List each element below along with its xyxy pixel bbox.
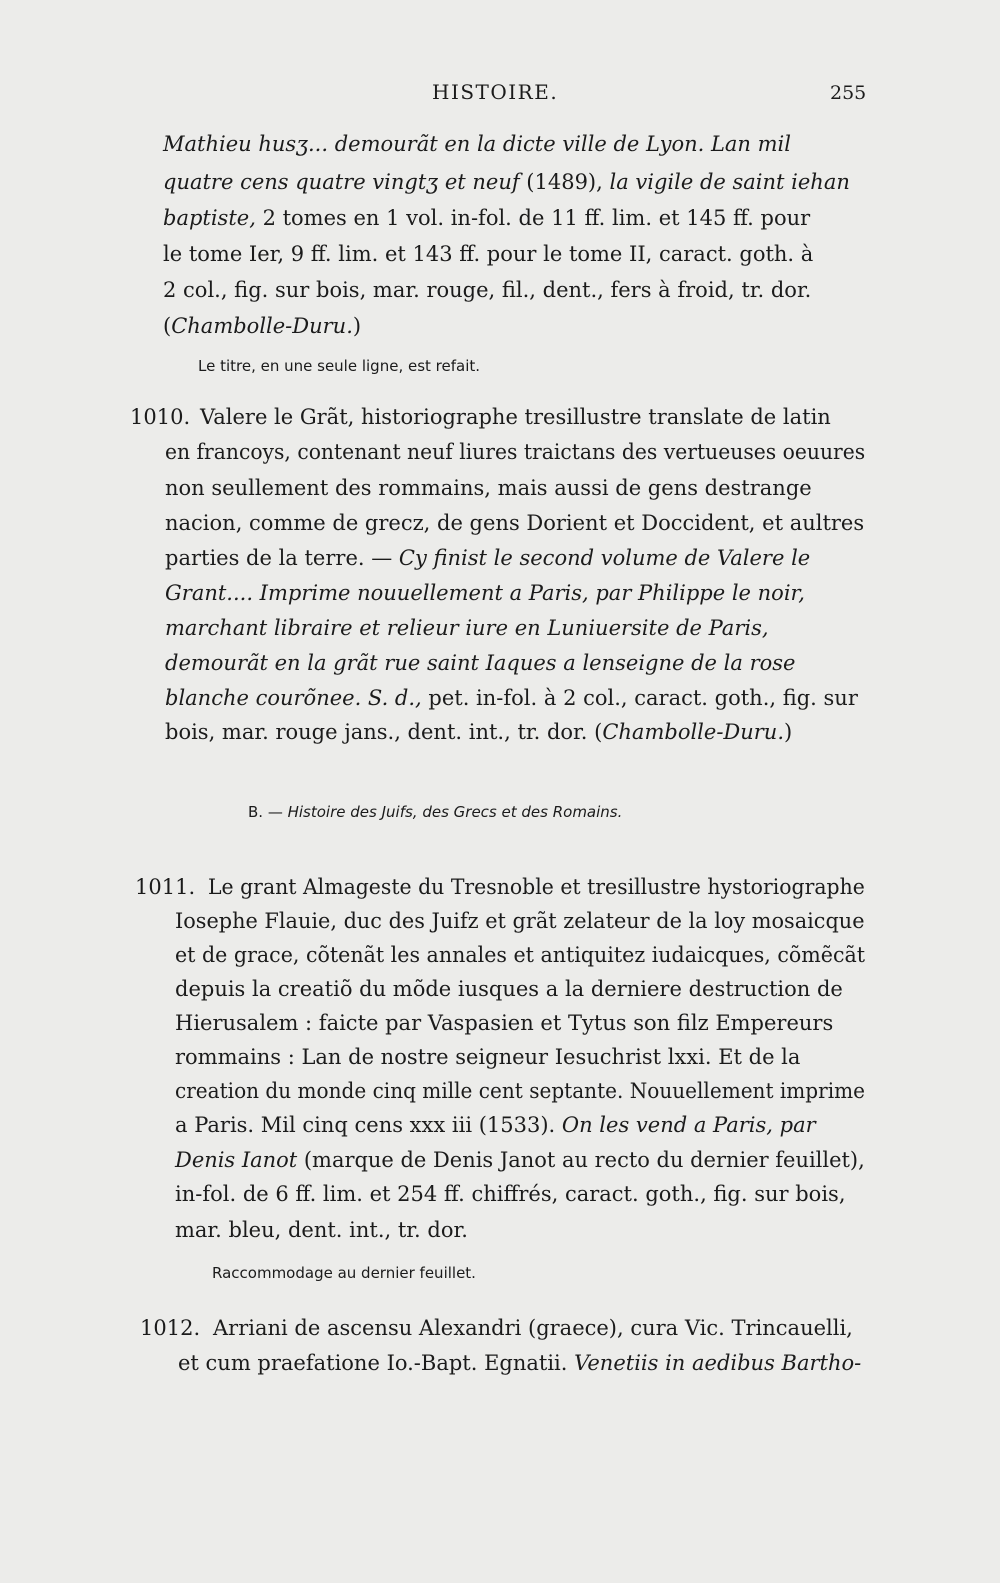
entry-1011-line: in-fol. de 6 ff. lim. et 254 ff. chiffrés, caract. goth., fig. sur bois, [175, 1182, 846, 1206]
entry-1011-line [175, 1110, 816, 1140]
entry-1011-line: mar. bleu, dent. int., tr. dor. [175, 1218, 468, 1242]
entry-1011-line [175, 1145, 865, 1175]
entry-1009-note: Le titre, en une seule ligne, est refait. [198, 357, 481, 375]
section-prefix: B. — [248, 803, 288, 821]
entry-1011-line: et de grace, cõtenãt les annales et antiquitez iudaicques, cõmẽcãt [175, 943, 866, 967]
entry-1010-line: marchant libraire et relieur iure en Luniuersite de Paris, [165, 616, 769, 640]
entry-1010-text: bois, mar. rouge jans., dent. int., tr. dor. ( [165, 720, 603, 744]
page-number: 255 [830, 82, 867, 104]
entry-1011-text: Denis Ianot [175, 1148, 298, 1172]
entry-1009-text: la vigile de saint iehan [609, 170, 850, 194]
entry-1010-number: 1010. [130, 405, 191, 429]
entry-1009-text: baptiste, [163, 206, 256, 230]
entry-1010-text: blanche courõnee. S. d., [165, 686, 422, 710]
entry-1010-text: ) [784, 720, 793, 744]
entry-1012-text: et cum praefatione Io.-Bapt. Egnatii. [178, 1351, 575, 1375]
entry-1010-text: pet. in-fol. à 2 col., caract. goth., fig. sur [421, 686, 858, 710]
entry-1012-text: Venetiis in aedibus Bartho- [574, 1351, 862, 1375]
entry-1009-binder: Chambolle-Duru. [171, 314, 353, 338]
entry-1009-text: (1489), [519, 170, 610, 194]
entry-1010-line [165, 683, 858, 713]
entry-1011-text: On les vend a Paris, par [561, 1113, 816, 1137]
entry-1012-line [178, 1348, 861, 1378]
entry-1012-line: Arriani de ascensu Alexandri (graece), cura Vic. Trincauelli, [213, 1316, 853, 1340]
entry-1011-text: a Paris. Mil cinq cens xxx iii (1533). [175, 1113, 562, 1137]
entry-1011-line: rommains : Lan de nostre seigneur Iesuchrist lxxi. Et de la [175, 1045, 801, 1069]
entry-1009-line: Mathieu husʒ... demourãt en la dicte ville de Lyon. Lan mil [163, 132, 791, 156]
running-header-title: HISTOIRE. [432, 80, 559, 104]
entry-1011-line: creation du monde cinq mille cent septante. Nouuellement imprime [175, 1079, 865, 1103]
entry-1011-number: 1011. [135, 875, 196, 899]
entry-1012-number: 1012. [140, 1316, 201, 1340]
entry-1009-line: le tome Ier, 9 ff. lim. et 143 ff. pour le tome II, caract. goth. à [163, 242, 814, 266]
entry-1011-line: Le grant Almageste du Tresnoble et tresillustre hystoriographe [208, 875, 865, 899]
entry-1011-line: Iosephe Flauie, duc des Juifz et grãt zelateur de la loy mosaicque [175, 909, 865, 933]
entry-1010-line: en francoys, contenant neuf liures traictans des vertueuses oeuures [165, 440, 866, 464]
section-title: Histoire des Juifs, des Grecs et des Romains. [287, 803, 623, 821]
entry-1010-line [165, 717, 792, 747]
entry-1010-line [165, 543, 810, 573]
section-heading [248, 803, 622, 821]
entry-1009-text: quatre cens quatre vingtʒ et neuf [163, 170, 520, 194]
entry-1010-binder: Chambolle-Duru. [602, 720, 785, 744]
entry-1009-line [163, 167, 850, 197]
entry-1009-text: ( [163, 314, 172, 338]
entry-1009-line: 2 col., fig. sur bois, mar. rouge, fil., dent., fers à froid, tr. dor. [163, 278, 812, 302]
entry-1009-text: 2 tomes en 1 vol. in-fol. de 11 ff. lim. et 145 ff. pour [255, 206, 811, 230]
entry-1010-line: Grant.... Imprime nouuellement a Paris, par Philippe le noir, [165, 581, 805, 605]
entry-1011-line: Hierusalem : faicte par Vaspasien et Tytus son filz Empereurs [175, 1011, 834, 1035]
entry-1010-line: demourãt en la grãt rue saint Iaques a lenseigne de la rose [165, 651, 796, 675]
entry-1011-line: depuis la creatiõ du mõde iusques a la derniere destruction de [175, 977, 843, 1001]
entry-1009-line [163, 311, 361, 341]
entry-1010-line: non seullement des rommains, mais aussi de gens destrange [165, 476, 812, 500]
entry-1010-text: Cy finist le second volume de Valere le [398, 546, 811, 570]
entry-1010-line: Valere le Grãt, historiographe tresillustre translate de latin [200, 405, 831, 429]
entry-1011-note: Raccommodage au dernier feuillet. [212, 1264, 476, 1282]
entry-1009-text: ) [352, 314, 362, 338]
entry-1010-text: parties de la terre. — [165, 546, 399, 570]
entry-1009-line [163, 203, 810, 233]
entry-1010-line: nacion, comme de grecz, de gens Dorient et Doccident, et aultres [165, 511, 865, 535]
entry-1011-text: (marque de Denis Janot au recto du dernier feuillet), [297, 1148, 865, 1172]
